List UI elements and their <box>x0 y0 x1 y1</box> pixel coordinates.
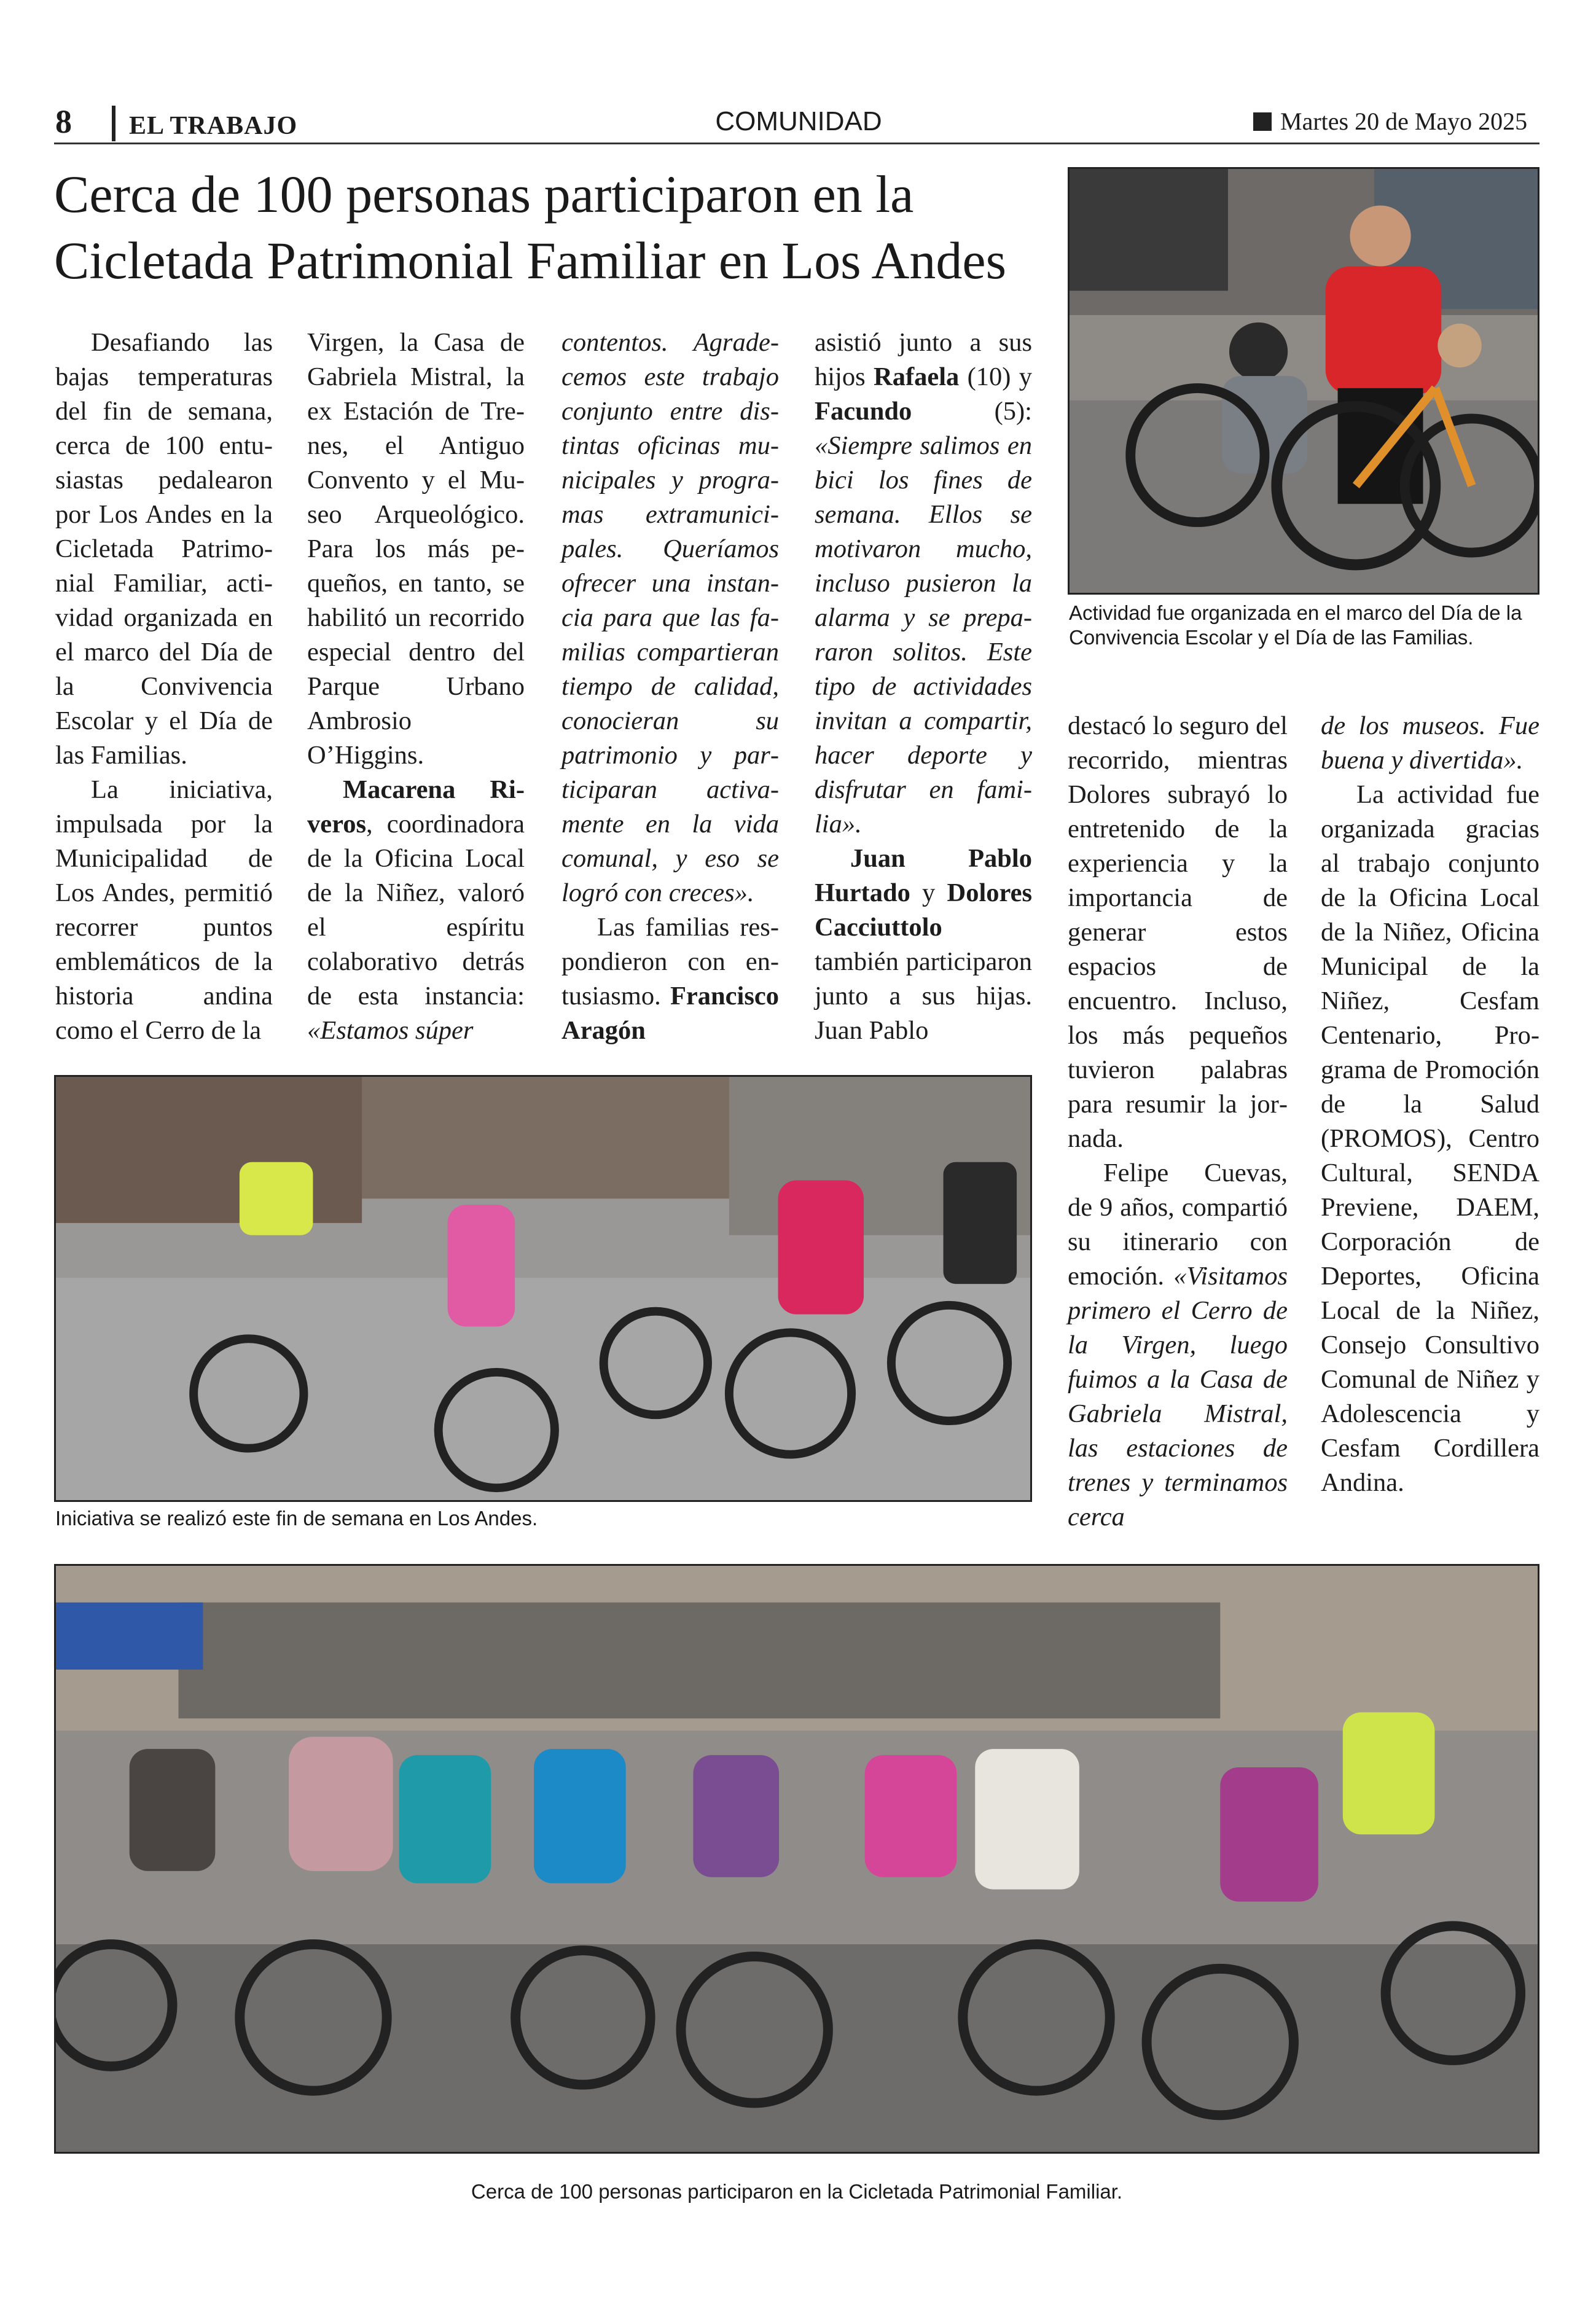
quote: «Estamos súper <box>307 1016 474 1045</box>
text-column-5 <box>1068 709 1288 1534</box>
person-name: Dolores Cacciuttolo <box>815 878 1032 942</box>
paragraph: Virgen, la Casa de Gabriela Mistral, la ex Estación de Trenes, el Antiguo Convento y el Museo Arqueológico. Para los más pequeños, en tanto, se habilitó un recorrido especial dentro del Parque Urbano Ambrosio O’Higgins. <box>307 328 525 770</box>
photo-caption: Iniciativa se realizó este fin de semana en Los Andes. <box>55 1507 538 1530</box>
person-name: Juan Pablo Hurtado <box>815 844 1032 907</box>
paragraph <box>1321 709 1539 778</box>
text-run: y <box>910 878 947 907</box>
text-run: Las familias respondieron con entusiasmo. <box>561 913 779 1011</box>
paragraph <box>307 773 525 1048</box>
paragraph: La actividad fue organizada gracias al trabajo conjunto de la Oficina Local de la Niñez, Oficina Municipal de la Niñez, Cesfam Centenario, Programa de Promoción de la Salud (PROMOS), Centro Cultural, SENDA Previene, DAEM, Corporación de Deportes, Oficina Local de la Niñez, Consejo Consultivo Comunal de Niñez y Adolescencia y Cesfam Cordillera Andina. <box>1321 780 1539 1497</box>
photo-illustration <box>56 1566 1538 2152</box>
paragraph <box>561 326 779 910</box>
quote: de los museos. Fue buena y divertida». <box>1321 711 1539 775</box>
header-rule <box>54 143 1539 144</box>
photo-group-cyclists <box>54 1564 1539 2154</box>
text-run: (10) y <box>959 362 1033 391</box>
text-run: también participaron junto a sus hijas. Juan Pablo <box>815 947 1032 1045</box>
paragraph <box>1068 1156 1288 1534</box>
quote: «Siempre salimos en bici los fines de semana. Ellos se motivaron mucho, incluso pusieron la alarma y se prepararon solitos. Este tipo de actividades invitan a compartir, hacer deporte y disfrutar en familia». <box>815 431 1032 838</box>
paragraph <box>815 326 1032 842</box>
text-run: Felipe Cuevas, de 9 años, compartió su itinerario con emoción. <box>1068 1159 1288 1291</box>
text-column-4 <box>815 326 1032 1048</box>
photo-illustration <box>56 1077 1030 1500</box>
paragraph <box>561 910 779 1048</box>
text-run: , coordinadora de la Oficina Local de la Niñez, valoró el espíritu colaborativo detrás de esta instancia: <box>307 810 525 1011</box>
text-column-6 <box>1321 709 1539 1500</box>
text-column-3 <box>561 326 779 1048</box>
issue-date: Martes 20 de Mayo 2025 <box>1280 108 1528 135</box>
header-divider <box>112 106 115 141</box>
publication-name: EL TRABAJO <box>129 112 298 140</box>
quote: contentos. Agradecemos este trabajo conjunto entre distintas oficinas municipales y programas extramunicipales. Queríamos ofrecer una instancia para que las familias compartieran tiempo de calidad, conocieran su patrimonio y participaran activamente en la vida comunal, y eso se logró con creces». <box>561 328 779 907</box>
article-headline: Cerca de 100 personas participaron en la Cicletada Patrimonial Familiar en Los Andes <box>54 165 1007 290</box>
person-name: Rafaela <box>874 362 960 391</box>
photo-caption: Cerca de 100 personas participaron en la Cicletada Patrimonial Familiar. <box>471 2180 1123 2203</box>
page-number: 8 <box>55 103 72 140</box>
person-name: Francisco Aragón <box>561 982 779 1045</box>
text-column-1 <box>55 326 273 1048</box>
photo-families-bikes <box>54 1075 1032 1502</box>
text-run: (5): <box>912 397 1032 426</box>
photo-cyclists-street <box>1068 167 1539 595</box>
text-run: asistió junto a sus hijos <box>815 328 1032 391</box>
section-label: COMUNIDAD <box>715 106 882 136</box>
text-column-2 <box>307 326 525 1048</box>
paragraph <box>815 842 1032 1048</box>
quote: «Visitamos primero el Cerro de la Virgen, luego fuimos a la Casa de Gabriela Mistral, las estaciones de trenes y terminamos cerca <box>1068 1262 1288 1531</box>
photo-caption: Actividad fue organizada en el marco del Día de la Convivencia Escolar y el Día de las Familias. <box>1069 601 1522 649</box>
paragraph: La iniciativa, impulsada por la Municipalidad de Los Andes, permitió recorrer puntos emblemáticos de la historia andina como el Cerro de la <box>55 775 273 1045</box>
paragraph: Desafiando las bajas temperaturas del fin de semana, cerca de 100 entusiastas pedalearon por Los Andes en la Cicletada Patrimonial Familiar, actividad organizada en el marco del Día de la Convivencia Escolar y el Día de las Familias. <box>55 328 273 770</box>
person-name: Macarena Riveros <box>307 775 525 838</box>
date-square-icon <box>1253 112 1272 131</box>
photo-illustration <box>1070 169 1538 593</box>
paragraph: destacó lo seguro del recorrido, mientras Dolores subrayó lo entretenido de la experiencia y la importancia de generar estos espacios de encuentro. Incluso, los más pequeños tuvieron palabras para resumir la jornada. <box>1068 711 1288 1153</box>
person-name: Facundo <box>815 397 912 426</box>
